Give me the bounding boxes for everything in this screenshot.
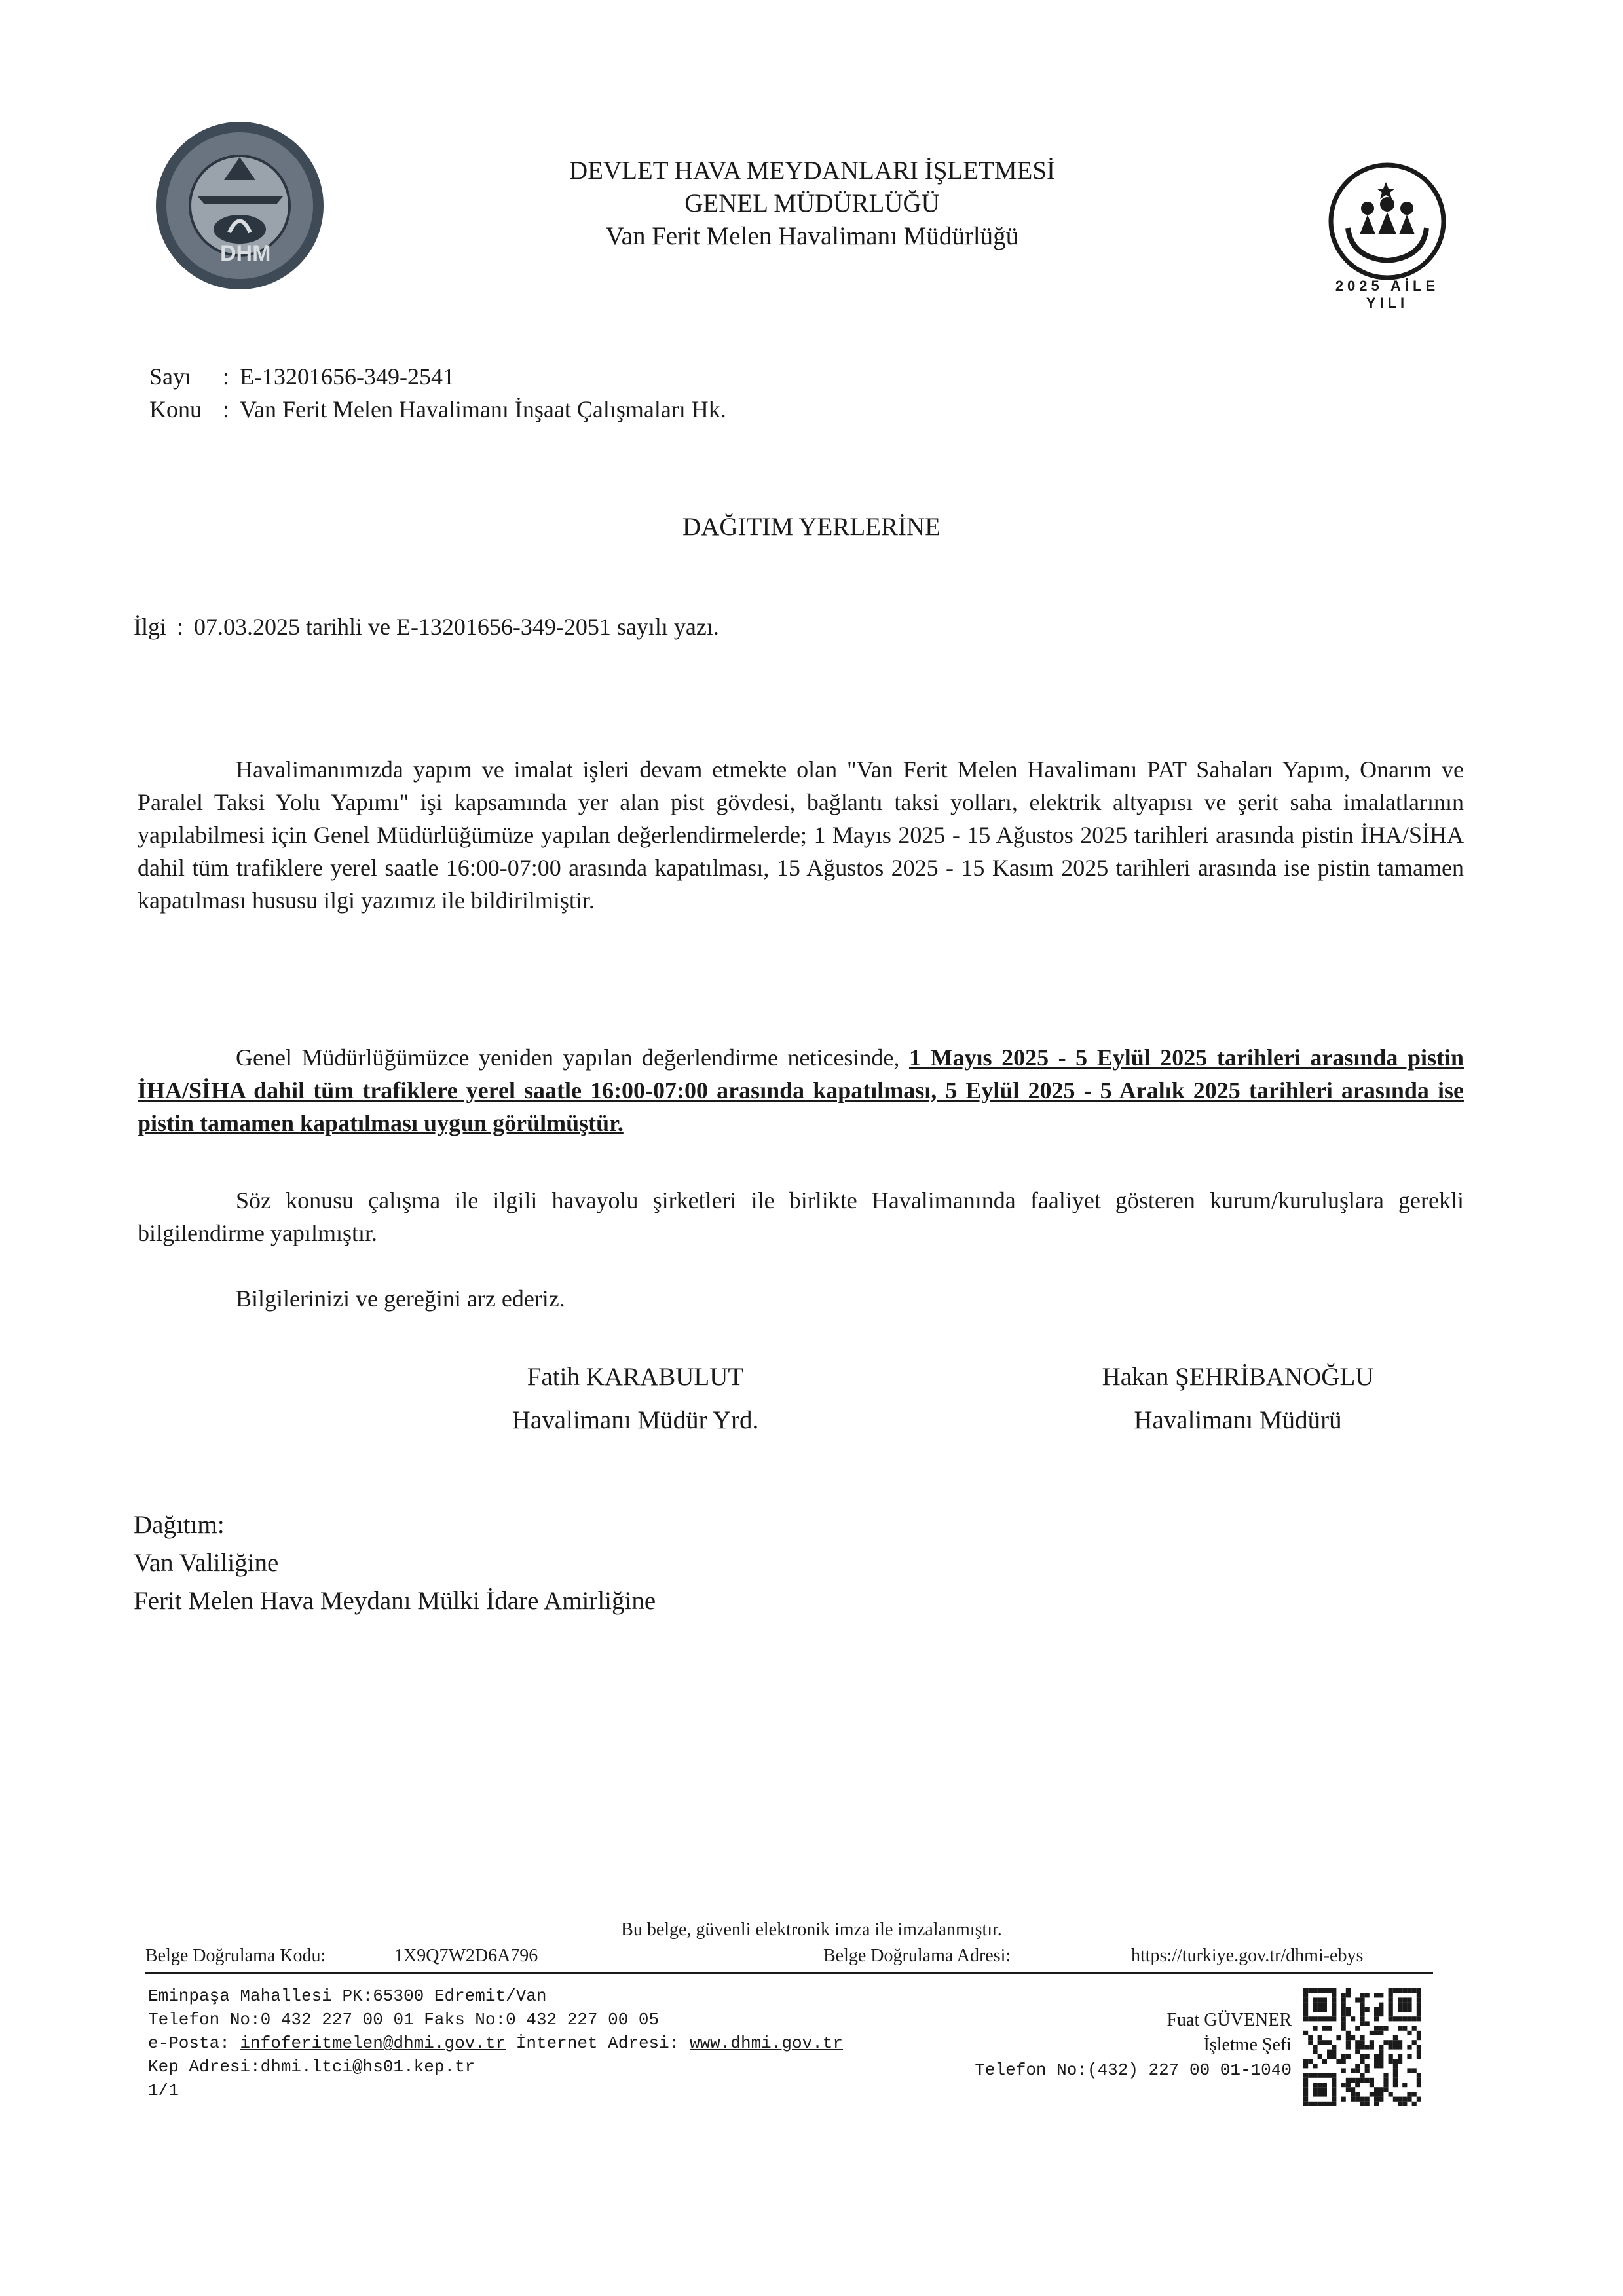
family-year-logo bbox=[1302, 149, 1472, 313]
paragraph-1 bbox=[138, 753, 1464, 917]
reference-block bbox=[149, 360, 726, 426]
paragraph-1-text: Havalimanımızda yapım ve imalat işleri devam etmekte olan "Van Ferit Melen Havalimanı PAT Sahaları Yapım, Onarım ve Paralel Taksi Yolu Yapımı" işi kapsamında yer alan pist gövdesi, bağlantı taksi yolları, elektrik altyapısı ve şerit saha imalatlarının yapılabilmesi için Genel Müdürlüğümüze yapılan değerlendirmelerde; 1 Mayıs 2025 - 15 Ağustos 2025 tarihleri arasında pistin İHA/SİHA dahil tüm trafiklere yerel saatle 16:00-07:00 arasında kapatılması, 15 Ağustos 2025 - 15 Kasım 2025 tarihleri arasında ise pistin tamamen kapatılması hususu ilgi yazımız ile bildirilmiştir. bbox=[138, 756, 1464, 914]
paragraph-4-text: Bilgilerinizi ve gereğini arz ederiz. bbox=[236, 1286, 565, 1312]
contact-block bbox=[930, 2008, 1292, 2083]
distribution-list bbox=[134, 1506, 656, 1620]
verify-address-label: Belge Doğrulama Adresi: bbox=[823, 1946, 1011, 1966]
family-year-logo-text: 2025 AİLE YILI bbox=[1335, 278, 1440, 311]
sayi-value: E-13201656-349-2541 bbox=[240, 363, 455, 390]
signature-right-name: Hakan ŞEHRİBANOĞLU bbox=[1102, 1363, 1374, 1391]
verify-address-link[interactable]: https://turkiye.gov.tr/dhmi-ebys bbox=[1131, 1946, 1364, 1966]
internet-label: İnternet Adresi: bbox=[506, 2033, 690, 2053]
signature-right bbox=[1022, 1356, 1454, 1442]
contact-name: Fuat GÜVENER bbox=[1166, 2010, 1292, 2030]
address-block bbox=[148, 1984, 843, 2102]
paragraph-4 bbox=[138, 1282, 1464, 1315]
email-web-row bbox=[148, 2031, 843, 2055]
signature-right-title: Havalimanı Müdürü bbox=[1134, 1406, 1342, 1434]
konu-row bbox=[149, 393, 726, 426]
letterhead bbox=[458, 155, 1166, 253]
sayi-label: Sayı bbox=[149, 363, 192, 390]
dhmi-logo bbox=[152, 118, 327, 293]
ilgi-row bbox=[134, 610, 719, 643]
website-link[interactable]: www.dhmi.gov.tr bbox=[689, 2033, 844, 2053]
svg-text:DHM: DHM bbox=[220, 241, 271, 266]
ilgi-value: 07.03.2025 tarihli ve E-13201656-349-2051 sayılı yazı. bbox=[194, 614, 719, 640]
email-label: e-Posta: bbox=[148, 2033, 240, 2053]
konu-label: Konu bbox=[149, 396, 202, 422]
page-number: 1/1 bbox=[148, 2081, 179, 2100]
distribution-item: Ferit Melen Hava Meydanı Mülki İdare Amirliğine bbox=[134, 1587, 656, 1615]
signature-left-title: Havalimanı Müdür Yrd. bbox=[512, 1406, 759, 1434]
distribution-item: Van Valiliğine bbox=[134, 1549, 279, 1577]
contact-phone: Telefon No:(432) 227 00 01-1040 bbox=[975, 2060, 1292, 2080]
phone-fax: Telefon No:0 432 227 00 01 Faks No:0 432 227 00 05 bbox=[148, 2010, 660, 2029]
paragraph-2-text: Genel Müdürlüğümüzce yeniden yapılan değerlendirme neticesinde, bbox=[236, 1045, 909, 1071]
sayi-colon: : bbox=[223, 363, 230, 390]
org-division: GENEL MÜDÜRLÜĞÜ bbox=[684, 189, 940, 217]
verify-code: 1X9Q7W2D6A796 bbox=[394, 1946, 538, 1966]
kep-address: Kep Adresi:dhmi.ltci@hs01.kep.tr bbox=[148, 2057, 476, 2077]
konu-value: Van Ferit Melen Havalimanı İnşaat Çalışmaları Hk. bbox=[240, 396, 726, 422]
sayi-row bbox=[149, 360, 726, 393]
email-link[interactable]: infoferitmelen@dhmi.gov.tr bbox=[240, 2033, 506, 2053]
paragraph-3 bbox=[138, 1184, 1464, 1250]
esign-note: Bu belge, güvenli elektronik imza ile imzalanmıştır. bbox=[621, 1919, 1002, 1940]
ilgi-label: İlgi bbox=[134, 614, 166, 640]
qr-code bbox=[1303, 1988, 1421, 2106]
verification-row bbox=[145, 1944, 1429, 1970]
contact-title: İşletme Şefi bbox=[1203, 2035, 1292, 2055]
org-unit: Van Ferit Melen Havalimanı Müdürlüğü bbox=[605, 222, 1019, 250]
signature-left-name: Fatih KARABULUT bbox=[527, 1363, 744, 1391]
paragraph-3-text: Söz konusu çalışma ile ilgili havayolu şirketleri ile birlikte Havalimanında faaliyet gösteren kurum/kuruluşlara gerekli bilgilendirme yapılmıştır. bbox=[138, 1187, 1464, 1246]
paragraph-2-highlight: 1 Mayıs 2025 - 5 Eylül 2025 tarihleri arasında pistin İHA/SİHA dahil tüm trafiklere yerel saatle 16:00-07:00 arasında kapatılması, 5 Eylül 2025 - 5 Aralık 2025 tarihleri arasında ise pistin tamamen kapatılması uygun görülmüştür. bbox=[138, 1045, 1464, 1136]
recipient-heading: DAĞITIM YERLERİNE bbox=[682, 513, 941, 541]
paragraph-2 bbox=[138, 1041, 1464, 1139]
konu-colon: : bbox=[223, 396, 230, 422]
org-name: DEVLET HAVA MEYDANLARI İŞLETMESİ bbox=[569, 157, 1056, 185]
postal-address: Eminpaşa Mahallesi PK:65300 Edremit/Van bbox=[148, 1986, 547, 2006]
signature-left bbox=[419, 1356, 851, 1442]
verify-code-label: Belge Doğrulama Kodu: bbox=[145, 1946, 326, 1966]
ilgi-colon: : bbox=[177, 614, 184, 640]
footer-divider bbox=[145, 1972, 1433, 1974]
distribution-label: Dağıtım: bbox=[134, 1511, 225, 1539]
